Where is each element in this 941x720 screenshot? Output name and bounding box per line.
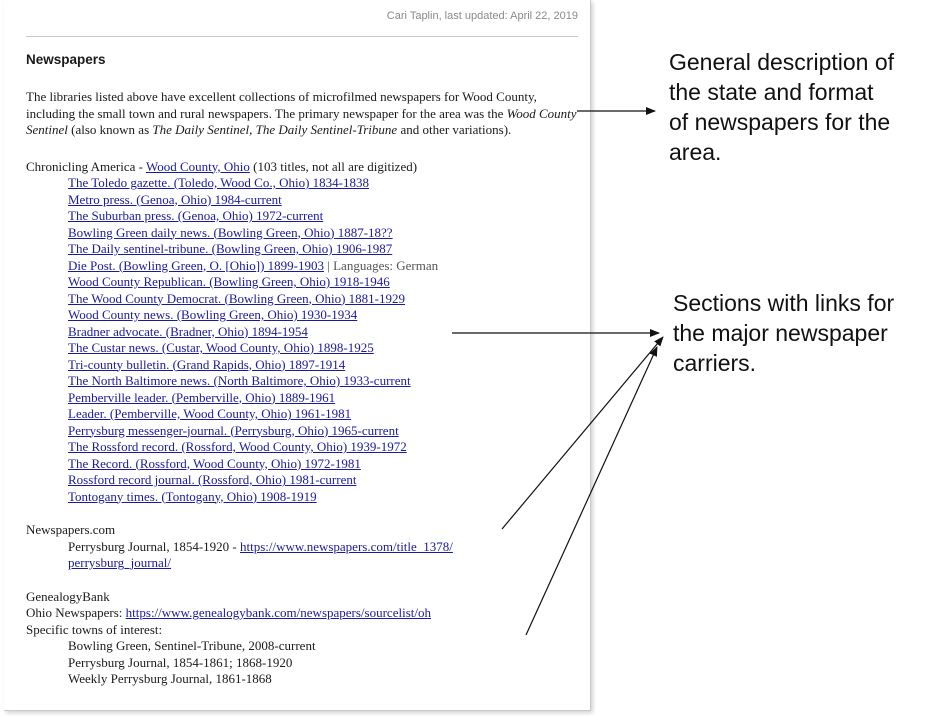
intro-emphasis-2: The Daily Sentinel, The Daily Sentinel-Tribune — [152, 122, 398, 137]
ca-title-item — [68, 373, 582, 390]
annotation-line: carriers. — [673, 350, 757, 376]
ca-title-link[interactable]: The Custar news. (Custar, Wood County, Ohio) 1898-1925 — [68, 340, 374, 355]
ca-title-item — [68, 324, 582, 341]
ca-title-item — [68, 241, 582, 258]
ca-title-link[interactable]: Perrysburg messenger-journal. (Perrysburg, Ohio) 1965-current — [68, 422, 399, 438]
ca-title-item — [68, 307, 582, 324]
ca-title-link[interactable]: Leader. (Pemberville, Wood County, Ohio) 1961-1981 — [68, 406, 352, 421]
annotation-line: Sections with links for — [673, 290, 895, 316]
ca-title-link[interactable]: Rossford record journal. (Rossford, Ohio) 1981-current — [68, 472, 357, 487]
document-page — [4, 0, 591, 711]
ca-title-link[interactable]: Bradner advocate. (Bradner, Ohio) 1894-1954 — [68, 323, 308, 339]
ca-title-link[interactable]: The North Baltimore news. (North Baltimore, Ohio) 1933-current — [68, 373, 411, 388]
ca-title-item — [68, 340, 582, 357]
town-item: Bowling Green, Sentinel-Tribune, 2008-current — [68, 638, 316, 653]
ca-title-link[interactable]: The Rossford record. (Rossford, Wood County, Ohio) 1939-1972 — [68, 439, 407, 454]
ca-title-list — [26, 175, 582, 505]
ca-title-item — [68, 489, 582, 506]
gb-prefix: Ohio Newspapers: — [26, 605, 126, 620]
ca-title-link[interactable]: Wood County news. (Bowling Green, Ohio) 1930-1934 — [68, 307, 358, 322]
wood-county-link[interactable]: Wood County, Ohio — [145, 158, 250, 174]
annotation-line: the state and format — [669, 79, 874, 105]
intro-paragraph — [26, 89, 582, 139]
ca-title-item — [68, 192, 582, 209]
annotation-general-description — [669, 47, 894, 167]
ca-title-link[interactable]: The Record. (Rossford, Wood County, Ohio) 1972-1981 — [68, 455, 361, 471]
annotation-line: the major newspaper — [673, 320, 888, 346]
ca-title-item — [68, 258, 582, 275]
newspapers-com-title: Newspapers.com — [26, 522, 116, 537]
ca-title-link[interactable]: Bowling Green daily news. (Bowling Green, Ohio) 1887-18?? — [68, 224, 393, 240]
ca-title-item — [68, 274, 582, 291]
ca-title-link[interactable]: Metro press. (Genoa, Ohio) 1984-current — [68, 191, 282, 207]
intro-text-1: The libraries listed above have excellent collections of microfilmed newspapers for Wood County, including the small town and rural newspapers. The primary newspaper for the area was the — [26, 89, 537, 121]
ca-title-link[interactable]: The Daily sentinel-tribune. (Bowling Green, Ohio) 1906-1987 — [68, 241, 393, 256]
chronicling-america-section — [26, 159, 582, 506]
towns-list — [26, 638, 582, 688]
ca-title-item — [68, 423, 582, 440]
genealogybank-link[interactable]: https://www.genealogybank.com/newspapers/sourcelist/oh — [125, 605, 431, 620]
towns-label: Specific towns of interest: — [26, 621, 163, 637]
ca-title-item — [68, 472, 582, 489]
genealogybank-title: GenealogyBank — [26, 588, 110, 604]
section-heading: Newspapers — [26, 52, 106, 67]
newspapers-com-section — [26, 522, 582, 572]
ca-title-link[interactable]: The Toledo gazette. (Toledo, Wood Co., Ohio) 1834-1838 — [68, 175, 370, 190]
intro-text-2: (also known as — [67, 122, 153, 137]
ca-title-item — [68, 439, 582, 456]
ca-prefix: Chronicling America - — [26, 158, 146, 174]
ca-title-item — [68, 175, 582, 192]
perrysburg-journal-entry — [26, 539, 582, 572]
newspapers-com-link[interactable]: https://www.newspapers.com/title_1378/ — [240, 538, 453, 554]
ca-title-item — [68, 456, 582, 473]
ca-title-link[interactable]: Pemberville leader. (Pemberville, Ohio) 1889-1961 — [68, 389, 336, 405]
town-item: Weekly Perrysburg Journal, 1861-1868 — [68, 671, 272, 686]
ca-title-link[interactable]: Die Post. (Bowling Green, O. [Ohio]) 1899-1903 — [68, 257, 324, 273]
ohio-newspapers-line — [26, 605, 582, 622]
document-content — [26, 51, 582, 688]
language-note: | Languages: German — [324, 257, 439, 273]
ca-title-item — [68, 225, 582, 242]
annotation-line: of newspapers for the — [669, 109, 891, 135]
chronicling-america-line — [26, 159, 582, 176]
town-item: Perrysburg Journal, 1854-1861; 1868-1920 — [68, 654, 293, 670]
ca-title-item — [68, 208, 582, 225]
header-divider — [26, 36, 578, 37]
intro-emphasis-1: Wood County Sentinel — [26, 105, 577, 137]
annotation-line: General description of — [669, 49, 895, 75]
nc-prefix: Perrysburg Journal, 1854-1920 - — [68, 538, 240, 554]
ca-suffix: (103 titles, not all are digitized) — [249, 158, 418, 174]
ca-title-link[interactable]: Tontogany times. (Tontogany, Ohio) 1908-1919 — [68, 488, 317, 504]
ca-title-item — [68, 291, 582, 308]
ca-title-link[interactable]: The Suburban press. (Genoa, Ohio) 1972-current — [68, 208, 324, 223]
annotation-sections-links — [673, 288, 894, 378]
ca-title-item — [68, 357, 582, 374]
newspapers-com-link-cont[interactable]: perrysburg_journal/ — [68, 555, 172, 570]
ca-title-link[interactable]: Wood County Republican. (Bowling Green, Ohio) 1918-1946 — [68, 274, 390, 289]
ca-title-item — [68, 390, 582, 407]
annotation-line: area. — [669, 139, 722, 165]
ca-title-link[interactable]: The Wood County Democrat. (Bowling Green, Ohio) 1881-1929 — [68, 290, 406, 306]
ca-title-link[interactable]: Tri-county bulletin. (Grand Rapids, Ohio) 1897-1914 — [68, 356, 346, 372]
author-updated-line: Cari Taplin, last updated: April 22, 2019 — [386, 10, 578, 22]
ca-title-item — [68, 406, 582, 423]
genealogybank-section — [26, 589, 582, 688]
intro-text-3: and other variations). — [397, 122, 512, 137]
